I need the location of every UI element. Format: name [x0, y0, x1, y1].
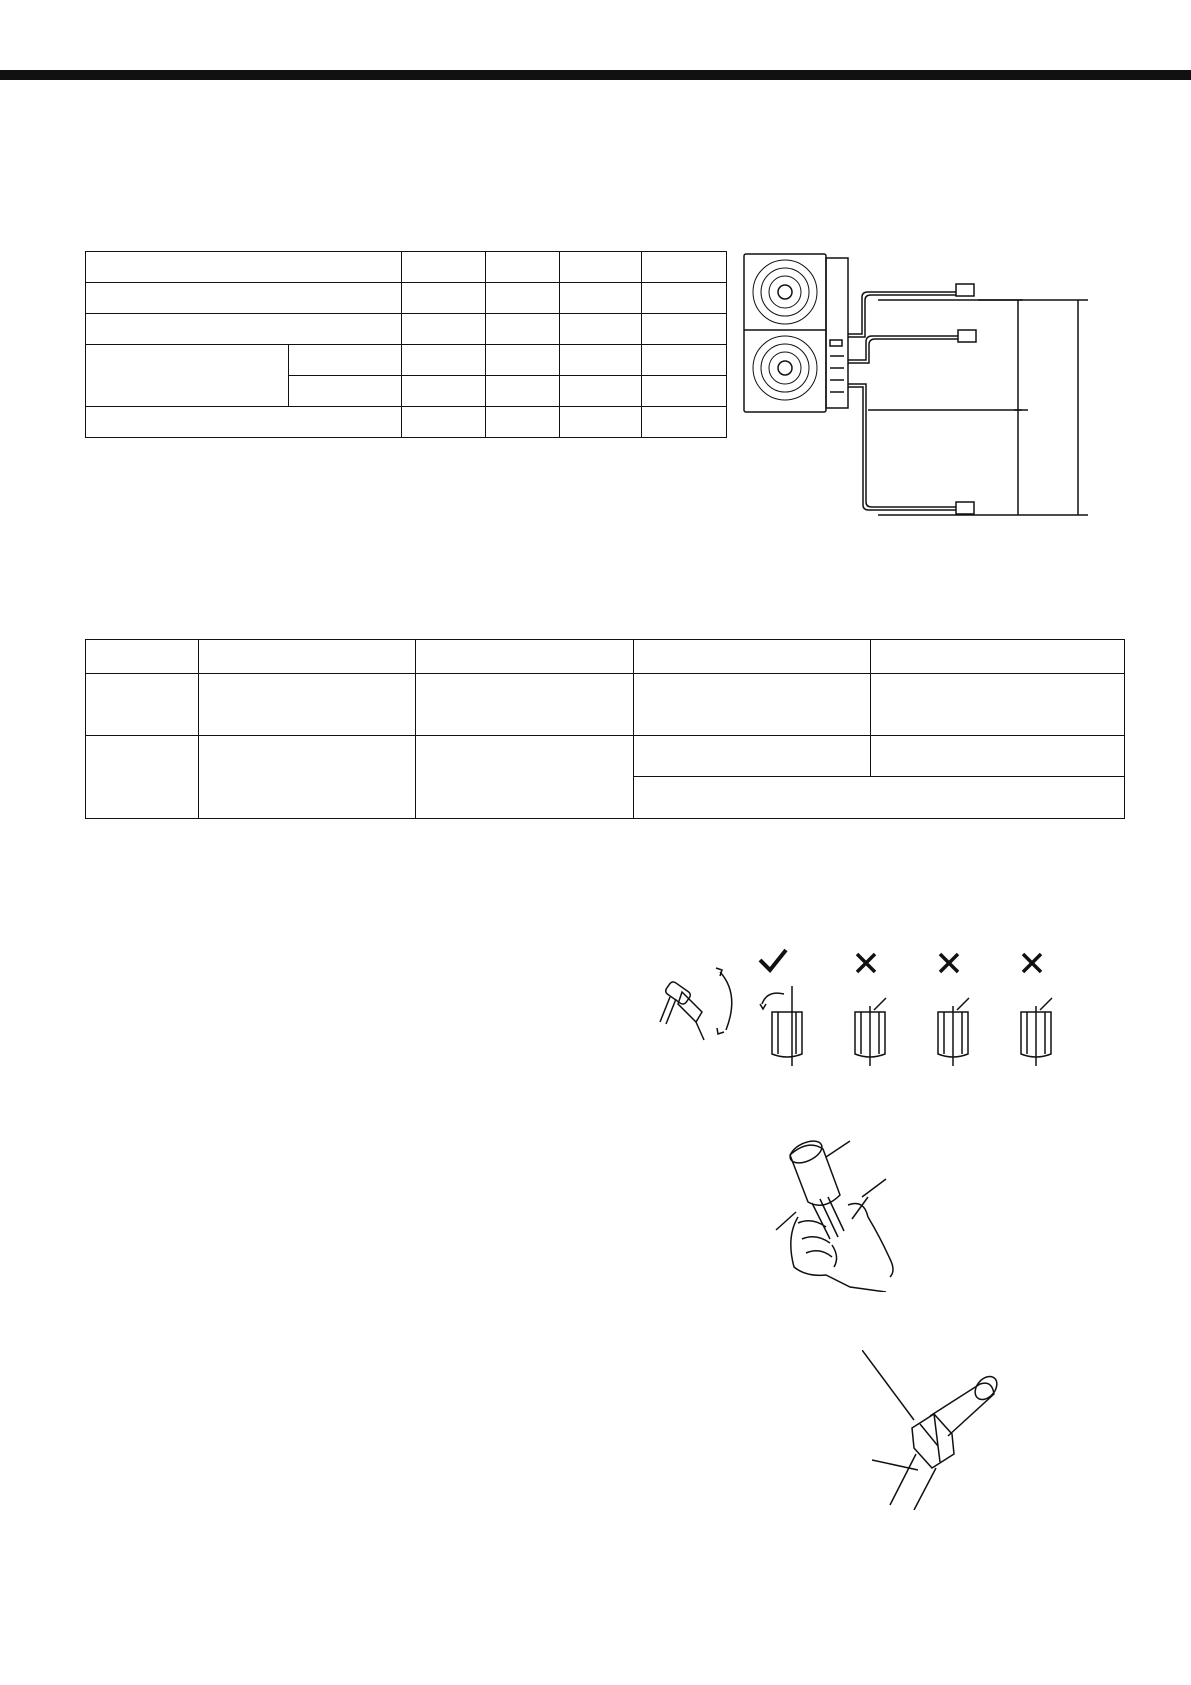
table-cell — [402, 252, 486, 283]
table-row — [86, 314, 727, 345]
table-cell — [486, 283, 560, 314]
table-cell — [871, 736, 1125, 777]
cross-icon — [1023, 954, 1041, 972]
table-cell — [642, 283, 727, 314]
table-row — [86, 674, 1125, 736]
table-cell — [560, 376, 642, 407]
table-cell — [560, 283, 642, 314]
outdoor-unit-piping-diagram — [738, 252, 1098, 524]
table-cell — [634, 640, 871, 674]
cross-icon — [940, 954, 958, 972]
table-row — [86, 252, 727, 283]
table-cell — [402, 376, 486, 407]
table-cell — [86, 736, 199, 819]
table-cell — [288, 345, 402, 376]
table-cell — [486, 376, 560, 407]
table-row — [86, 736, 1125, 777]
table-cell — [486, 345, 560, 376]
table-cell — [642, 314, 727, 345]
pipe-size-table — [85, 639, 1125, 819]
table-cell — [486, 407, 560, 438]
table-cell — [560, 407, 642, 438]
table-cell — [634, 674, 871, 736]
table-row — [86, 640, 1125, 674]
table-cell — [86, 345, 289, 407]
table-cell — [634, 777, 1125, 819]
table-cell — [560, 314, 642, 345]
table-cell — [86, 252, 402, 283]
table-cell — [642, 376, 727, 407]
table-cell — [415, 674, 634, 736]
table-cell — [86, 640, 199, 674]
table-cell — [402, 345, 486, 376]
table-cell — [86, 407, 402, 438]
flare-check-diagram — [652, 942, 1072, 1072]
table-cell — [86, 283, 402, 314]
table-cell — [642, 345, 727, 376]
table-cell — [402, 407, 486, 438]
table-cell — [486, 314, 560, 345]
table-cell — [402, 314, 486, 345]
table-cell — [288, 376, 402, 407]
table-row — [86, 345, 727, 376]
header-rule — [0, 70, 1191, 80]
flare-nut-pipe-illustration — [862, 1350, 1042, 1510]
table-cell — [642, 252, 727, 283]
table-cell — [198, 640, 415, 674]
table-cell — [560, 252, 642, 283]
table-cell — [415, 736, 634, 819]
cross-icon — [857, 954, 875, 972]
table-row — [86, 283, 727, 314]
table-cell — [486, 252, 560, 283]
table-cell — [871, 640, 1125, 674]
table-cell — [560, 345, 642, 376]
table-cell — [634, 736, 871, 777]
table-cell — [86, 314, 402, 345]
table-cell — [198, 674, 415, 736]
table-cell — [415, 640, 634, 674]
table-cell — [198, 736, 415, 819]
table-cell — [642, 407, 727, 438]
hand-deburring-illustration — [768, 1127, 948, 1292]
check-icon — [760, 950, 786, 970]
table-row — [86, 407, 727, 438]
table-cell — [402, 283, 486, 314]
table-cell — [86, 674, 199, 736]
table-cell — [871, 674, 1125, 736]
piping-length-table — [85, 251, 727, 438]
